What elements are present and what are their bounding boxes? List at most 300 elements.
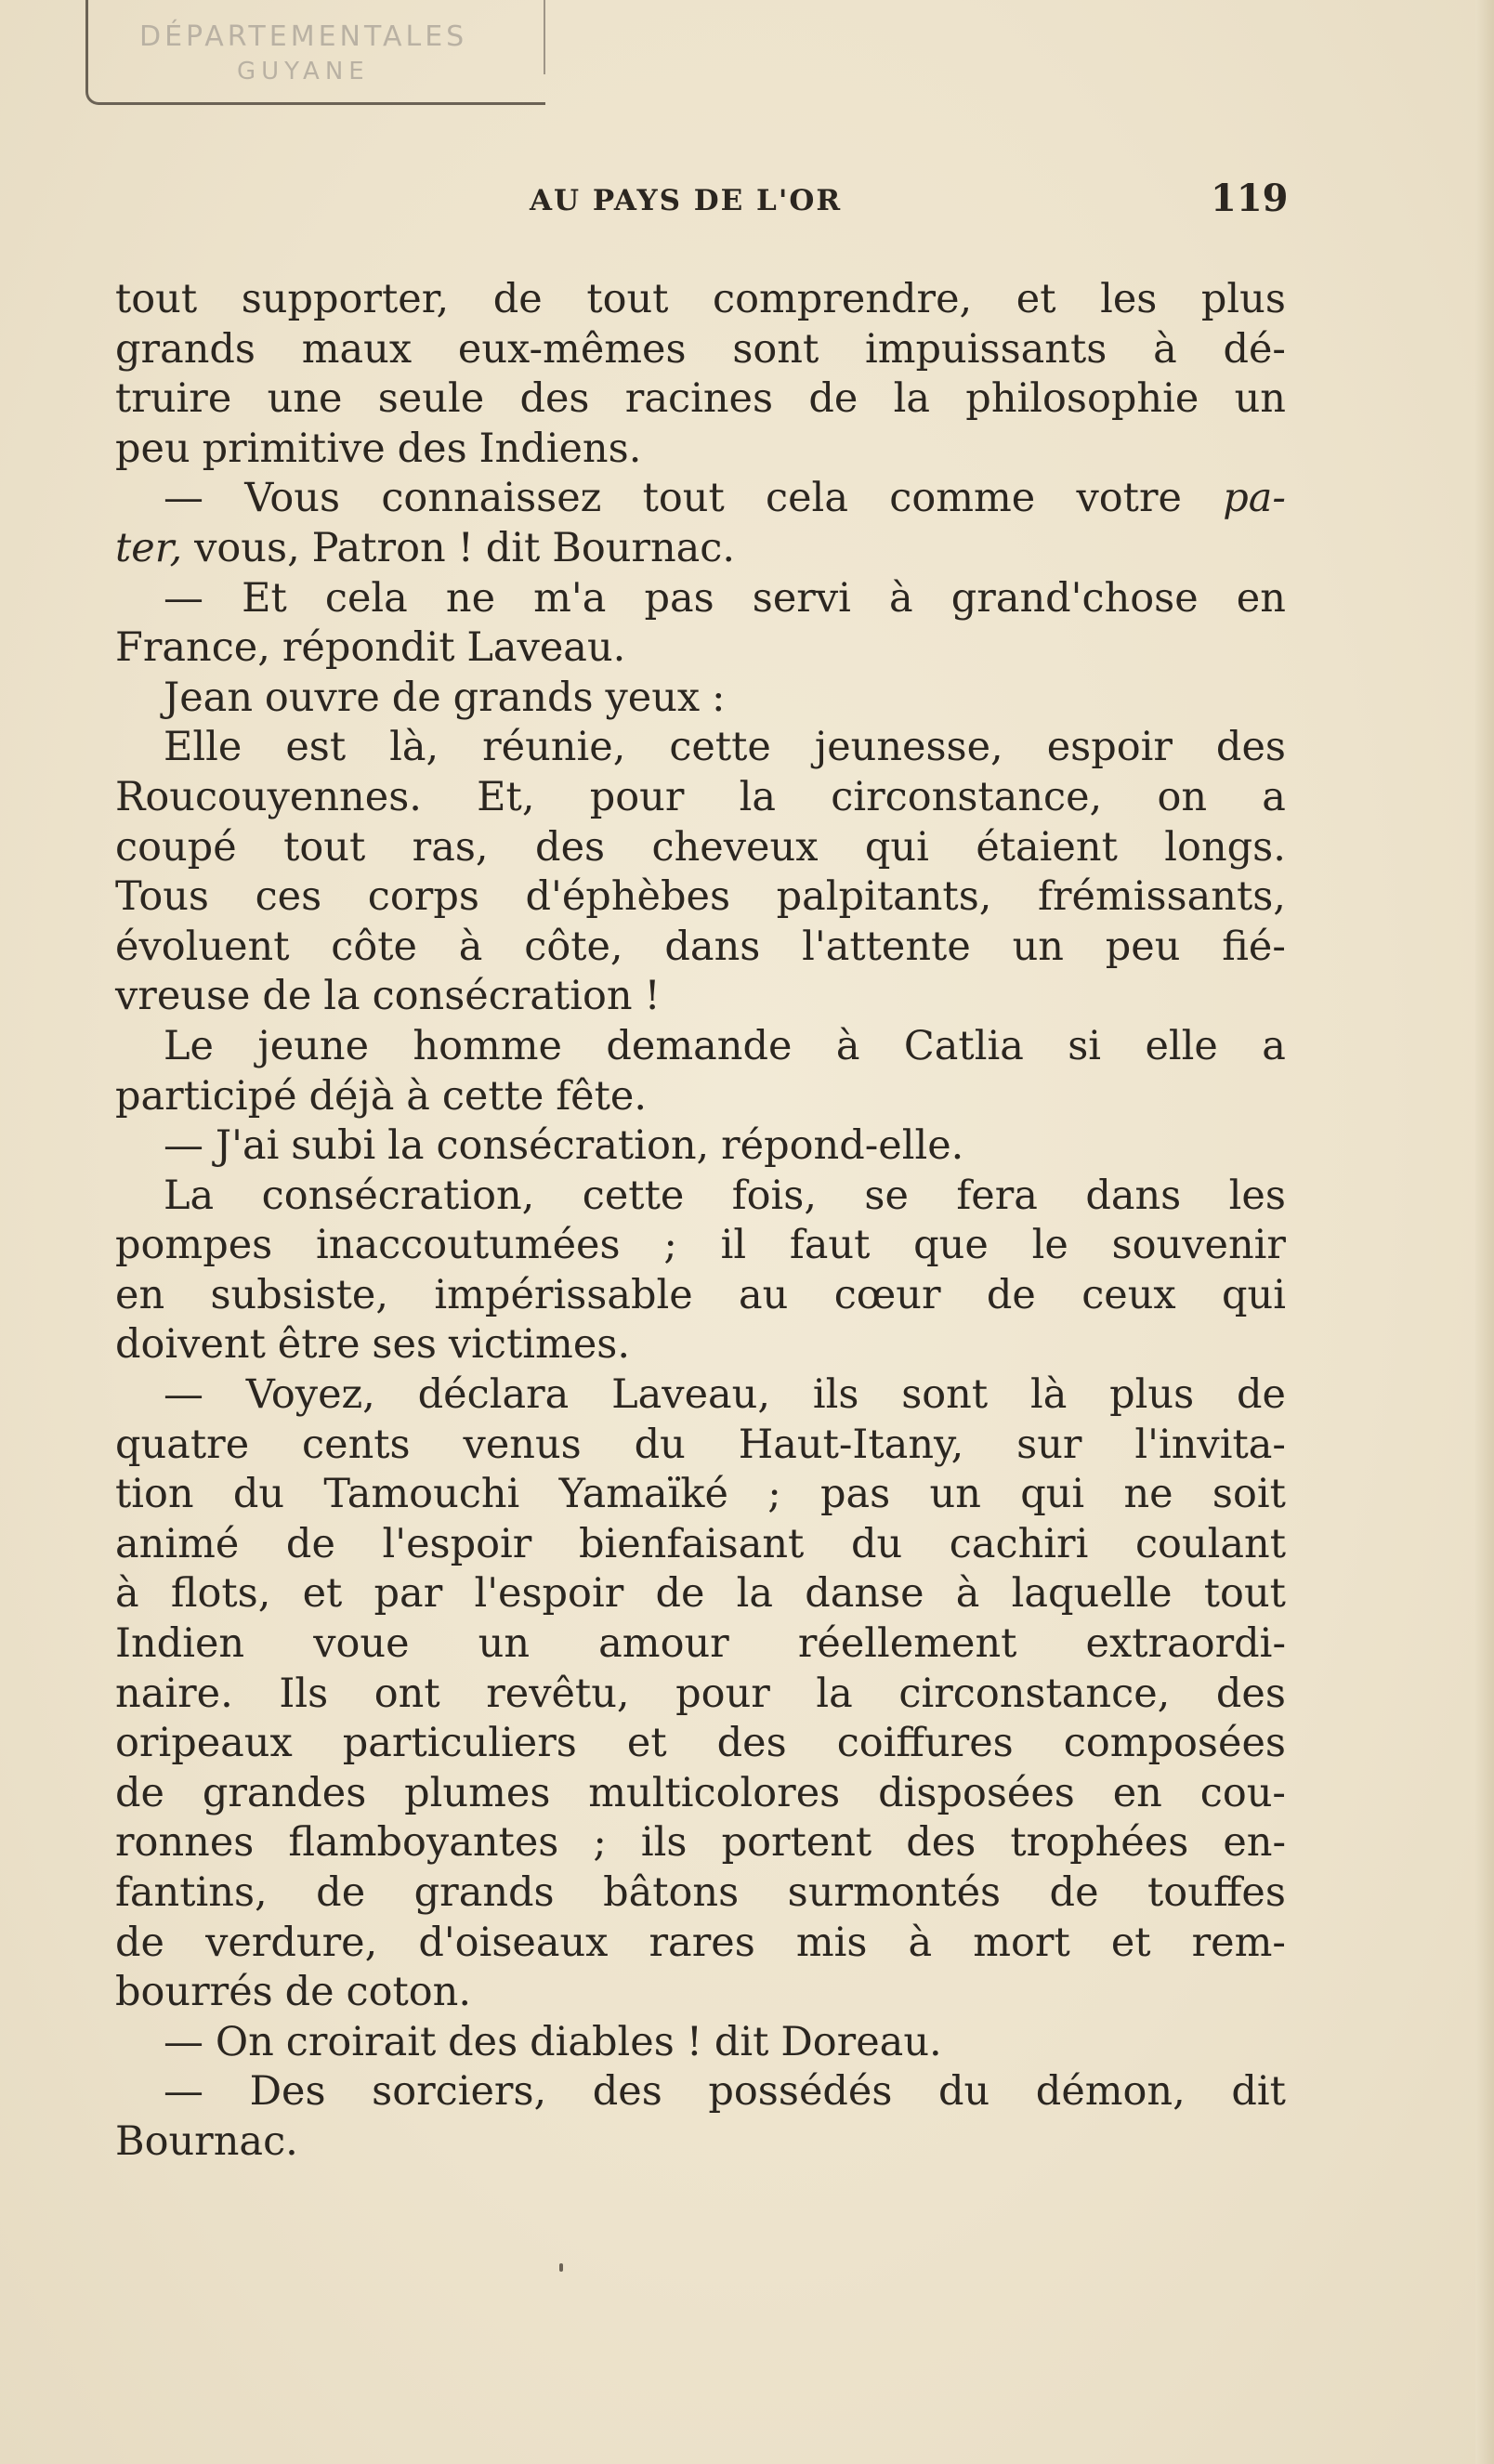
- running-title: AU PAYS DE L'OR: [530, 184, 843, 217]
- word: sont: [901, 1371, 989, 1419]
- word: de: [986, 1271, 1036, 1318]
- word: tion: [115, 1471, 194, 1518]
- word: impuissants: [865, 325, 1107, 373]
- word: tout: [642, 475, 725, 522]
- text-line: [115, 574, 1286, 624]
- text-line: [115, 325, 1286, 375]
- text-line: [115, 1670, 1286, 1720]
- word: pour: [589, 773, 685, 820]
- text-line: [115, 972, 1286, 1022]
- text-line: [115, 1769, 1286, 1819]
- word: France,: [115, 624, 270, 672]
- body-text: [115, 275, 1286, 2168]
- text-line: [115, 1072, 1286, 1122]
- word: ont: [374, 1670, 440, 1717]
- word: en: [1112, 1769, 1162, 1816]
- word: particuliers: [342, 1720, 577, 1767]
- word: Indien: [115, 1620, 245, 1668]
- word: ;: [767, 1471, 781, 1518]
- word: voue: [313, 1620, 410, 1668]
- word: verdure,: [205, 1919, 378, 1966]
- word: dé-: [1223, 325, 1286, 373]
- word: coton.: [346, 1969, 472, 2016]
- word: Yamaïké: [558, 1471, 728, 1518]
- word: l'attente: [802, 923, 971, 970]
- word: que: [913, 1222, 989, 1269]
- word: elle: [1145, 1022, 1218, 1069]
- word: des: [1215, 724, 1286, 771]
- word: répondit: [282, 624, 455, 672]
- word: des: [519, 375, 590, 423]
- text-line: [115, 1719, 1286, 1769]
- word: pa-: [1223, 475, 1286, 522]
- word: palpitants,: [776, 873, 992, 921]
- word: venus: [463, 1421, 582, 1468]
- word: à: [458, 923, 483, 970]
- word: Laveau,: [611, 1371, 771, 1419]
- word: au: [739, 1271, 789, 1318]
- word: de: [655, 1570, 705, 1618]
- word: cela: [766, 475, 848, 522]
- word: Indiens.: [478, 425, 642, 472]
- text-line: [115, 374, 1286, 425]
- word: fié-: [1222, 923, 1286, 970]
- word: et: [626, 1720, 667, 1767]
- word: tout: [115, 276, 198, 322]
- word: grands: [413, 1869, 555, 1916]
- word: grand'chose: [950, 574, 1199, 622]
- word: frémissants,: [1038, 873, 1286, 921]
- word: de: [115, 1769, 164, 1816]
- word: et: [1016, 276, 1056, 322]
- word: laquelle: [1011, 1570, 1173, 1618]
- word: de: [1236, 1371, 1286, 1419]
- word: grands: [452, 674, 594, 721]
- word: pas: [644, 574, 714, 622]
- word: la: [736, 1570, 773, 1618]
- word: sont: [732, 325, 819, 373]
- word: de: [285, 1520, 335, 1567]
- word: Ils: [279, 1670, 329, 1717]
- text-line: [115, 773, 1286, 823]
- word: déjà: [308, 1072, 395, 1120]
- word: a: [1262, 1022, 1286, 1069]
- text-line: [115, 872, 1286, 923]
- word: ses: [372, 1321, 437, 1369]
- text-line: [115, 1520, 1286, 1570]
- word: d'oiseaux: [418, 1919, 609, 1966]
- word: m'a: [533, 574, 607, 622]
- word: cœur: [833, 1271, 941, 1318]
- word: flamboyantes: [288, 1819, 559, 1867]
- word: en: [1236, 574, 1286, 622]
- word: faut: [789, 1222, 871, 1269]
- word: supporter,: [241, 276, 450, 322]
- word: la: [323, 973, 360, 1020]
- word: servi: [752, 574, 851, 622]
- text-line: [115, 1320, 1286, 1370]
- word: —: [164, 2018, 203, 2065]
- word: tout: [1203, 1570, 1286, 1618]
- word: demande: [606, 1022, 793, 1069]
- word: portent: [721, 1819, 872, 1867]
- word: Patron: [311, 524, 446, 571]
- text-line: [115, 425, 1286, 475]
- word: qui: [1222, 1271, 1286, 1318]
- word: à: [115, 1570, 139, 1618]
- word: consécration,: [436, 1122, 710, 1170]
- word: à: [889, 574, 913, 622]
- word: —: [164, 1371, 203, 1419]
- word: votre: [1076, 475, 1182, 522]
- word: qui: [1020, 1471, 1085, 1518]
- word: étaient: [976, 823, 1118, 871]
- word: cents: [302, 1421, 411, 1468]
- word: Le: [164, 1022, 215, 1069]
- text-line: [115, 1121, 1286, 1172]
- word: —: [164, 574, 203, 622]
- word: dit: [714, 2018, 769, 2065]
- word: participé: [115, 1072, 297, 1120]
- word: cou-: [1199, 1769, 1286, 1816]
- word: du: [232, 1471, 285, 1518]
- word: Roucouyennes.: [115, 773, 422, 820]
- word: consécration: [372, 973, 633, 1020]
- text-line: [115, 923, 1286, 973]
- word: de: [284, 1969, 334, 2016]
- text-line: [115, 623, 1286, 674]
- text-line: [115, 1919, 1286, 1969]
- text-line: [115, 1619, 1286, 1670]
- word: Et: [242, 574, 287, 622]
- word: pompes: [115, 1222, 273, 1269]
- word: mort: [973, 1919, 1070, 1966]
- word: fois,: [731, 1172, 818, 1219]
- word: côte,: [524, 923, 623, 970]
- word: dit: [485, 524, 541, 571]
- word: rem-: [1191, 1919, 1286, 1966]
- word: cette: [582, 1172, 685, 1219]
- word: du: [938, 2068, 990, 2116]
- word: tout: [586, 276, 669, 322]
- word: une: [267, 375, 343, 423]
- word: fantins,: [115, 1869, 268, 1916]
- word: de: [1049, 1869, 1099, 1916]
- word: vreuse: [115, 973, 251, 1020]
- text-line: [115, 823, 1286, 873]
- word: !: [686, 2018, 702, 2065]
- word: yeux: [605, 674, 701, 721]
- word: peu: [1105, 923, 1181, 970]
- word: à: [835, 1022, 860, 1069]
- word: fera: [956, 1172, 1038, 1219]
- word: Elle: [164, 724, 242, 771]
- word: ne: [1123, 1471, 1173, 1518]
- word: cheveux: [651, 823, 819, 871]
- word: à: [908, 1919, 933, 1966]
- word: un: [929, 1471, 981, 1518]
- word: en-: [1223, 1819, 1286, 1867]
- word: subi: [291, 1122, 376, 1170]
- word: cette: [441, 1072, 544, 1120]
- text-line: [115, 2018, 1286, 2068]
- word: Tous: [115, 873, 209, 921]
- word: on: [1157, 773, 1208, 820]
- word: la: [893, 375, 930, 423]
- text-line: [115, 474, 1286, 524]
- word: dans: [1085, 1172, 1182, 1219]
- word: des: [1215, 1670, 1286, 1717]
- word: plus: [1200, 276, 1286, 322]
- word: là,: [389, 724, 439, 771]
- word: l'invita-: [1134, 1421, 1286, 1468]
- text-line: [115, 1868, 1286, 1919]
- text-line: [115, 275, 1286, 325]
- word: de: [808, 375, 858, 423]
- word: philosophie: [965, 375, 1199, 423]
- word: disposées: [878, 1769, 1075, 1816]
- word: espoir: [1046, 724, 1173, 771]
- text-line: [115, 1968, 1286, 2018]
- word: évoluent: [115, 923, 290, 970]
- word: ces: [255, 873, 322, 921]
- word: sorciers,: [372, 2068, 547, 2116]
- word: des: [397, 425, 467, 472]
- word: Vous: [244, 475, 341, 522]
- word: réellement: [797, 1620, 1017, 1668]
- word: Jean: [164, 674, 254, 721]
- word: cela: [324, 574, 408, 622]
- word: Doreau.: [780, 2018, 942, 2065]
- word: primitive: [202, 425, 386, 472]
- word: comprendre,: [713, 276, 973, 322]
- word: possédés: [708, 2068, 893, 2116]
- word: les: [1228, 1172, 1286, 1219]
- word: jeune: [257, 1022, 370, 1069]
- word: consécration,: [261, 1172, 535, 1219]
- word: diables: [530, 2018, 675, 2065]
- word: bourrés: [115, 1969, 273, 2016]
- word: est: [285, 724, 347, 771]
- word: longs.: [1164, 823, 1286, 871]
- word: La: [164, 1172, 215, 1219]
- word: truire: [115, 375, 232, 423]
- word: —: [164, 2068, 203, 2116]
- word: d'éphèbes: [525, 873, 731, 921]
- word: l'espoir: [382, 1520, 532, 1567]
- text-line: [115, 1022, 1286, 1072]
- word: ras,: [412, 823, 489, 871]
- text-line: [115, 2117, 1286, 2168]
- word: cachiri: [949, 1520, 1089, 1567]
- word: homme: [413, 1022, 562, 1069]
- text-line: [115, 1470, 1286, 1520]
- word: à: [955, 1570, 980, 1618]
- word: là: [1029, 1371, 1068, 1419]
- word: —: [164, 1122, 203, 1170]
- word: par: [374, 1570, 443, 1618]
- word: Bournac.: [115, 2117, 298, 2165]
- word: On: [215, 2018, 274, 2065]
- word: racines: [624, 375, 774, 423]
- word: être: [277, 1321, 360, 1369]
- word: trophées: [1010, 1819, 1189, 1867]
- word: et: [1110, 1919, 1151, 1966]
- word: du: [634, 1421, 686, 1468]
- text-line: [115, 1370, 1286, 1421]
- text-line: [115, 1221, 1286, 1271]
- word: de: [492, 276, 543, 322]
- word: ne: [445, 574, 496, 622]
- word: victimes.: [448, 1321, 631, 1369]
- word: !: [644, 973, 661, 1020]
- text-line: [115, 1172, 1286, 1222]
- word: sur: [1016, 1421, 1082, 1468]
- word: Catlia: [903, 1022, 1024, 1069]
- word: —: [164, 475, 203, 522]
- page-edge-shadow: [1475, 0, 1494, 2464]
- word: multicolores: [588, 1769, 841, 1816]
- word: Voyez,: [245, 1371, 375, 1419]
- word: Haut-Itany,: [738, 1421, 964, 1468]
- word: Bournac.: [552, 524, 736, 571]
- word: impérissable: [434, 1271, 693, 1318]
- word: de: [262, 973, 312, 1020]
- word: Tamouchi: [323, 1471, 520, 1518]
- word: réunie,: [482, 724, 626, 771]
- text-line: [115, 674, 1286, 724]
- word: Et,: [477, 773, 535, 820]
- word: des: [535, 823, 606, 871]
- word: déclara: [417, 1371, 570, 1419]
- word: danse: [805, 1570, 924, 1618]
- word: soit: [1212, 1471, 1286, 1518]
- word: Des: [249, 2068, 326, 2116]
- word: à: [1153, 325, 1177, 373]
- word: et: [302, 1570, 343, 1618]
- word: de: [316, 1869, 366, 1916]
- word: la: [816, 1670, 853, 1717]
- word: des: [716, 1720, 787, 1767]
- text-line: [115, 1569, 1286, 1619]
- word: maux: [301, 325, 413, 373]
- word: grandes: [202, 1769, 367, 1816]
- word: naire.: [115, 1670, 233, 1717]
- ink-speck: [559, 2263, 563, 2272]
- word: des: [906, 1819, 976, 1867]
- word: le: [1031, 1222, 1068, 1269]
- word: coupé: [115, 823, 237, 871]
- word: flots,: [170, 1570, 271, 1618]
- word: ;: [663, 1222, 677, 1269]
- word: souvenir: [1111, 1222, 1286, 1269]
- word: ils: [640, 1819, 688, 1867]
- word: un: [1234, 375, 1286, 423]
- word: composées: [1063, 1720, 1286, 1767]
- word: quatre: [115, 1421, 250, 1468]
- word: fête.: [556, 1072, 648, 1120]
- word: eux-mêmes: [457, 325, 687, 373]
- page-number: 119: [1211, 177, 1289, 220]
- word: connaissez: [381, 475, 602, 522]
- word: ronnes: [115, 1819, 255, 1867]
- word: circonstance,: [831, 773, 1103, 820]
- word: ;: [593, 1819, 607, 1867]
- word: vous,: [194, 524, 300, 571]
- text-line: [115, 1421, 1286, 1471]
- word: grands: [115, 325, 256, 373]
- word: côte: [331, 923, 417, 970]
- word: il: [720, 1222, 747, 1269]
- word: un: [478, 1620, 531, 1668]
- word: de: [115, 1919, 164, 1966]
- word: peu: [115, 425, 190, 472]
- word: des: [592, 2068, 662, 2116]
- word: oripeaux: [115, 1720, 293, 1767]
- word: J'ai: [215, 1122, 280, 1170]
- word: rares: [649, 1919, 755, 1966]
- word: plumes: [404, 1769, 551, 1816]
- word: la: [739, 773, 777, 820]
- word: doivent: [115, 1321, 266, 1369]
- word: ouvre: [264, 674, 380, 721]
- word: extraordi-: [1085, 1620, 1286, 1668]
- text-line: [115, 1271, 1286, 1321]
- word: circonstance,: [898, 1670, 1171, 1717]
- word: des: [448, 2018, 518, 2065]
- word: dit: [1231, 2068, 1286, 2116]
- word: coulant: [1134, 1520, 1286, 1567]
- word: de: [391, 674, 441, 721]
- word: dans: [664, 923, 761, 970]
- word: !: [457, 524, 474, 571]
- word: touffes: [1147, 1869, 1286, 1916]
- word: si: [1068, 1022, 1102, 1069]
- word: ter,: [115, 524, 183, 571]
- word: pour: [675, 1670, 770, 1717]
- word: les: [1100, 276, 1158, 322]
- word: tout: [283, 823, 366, 871]
- word: comme: [889, 475, 1036, 522]
- word: en: [115, 1271, 165, 1318]
- word: cette: [669, 724, 771, 771]
- text-line: [115, 1818, 1286, 1868]
- word: qui: [864, 823, 929, 871]
- library-stamp: [85, 0, 545, 105]
- text-line: [115, 524, 1286, 574]
- word: du: [850, 1520, 903, 1567]
- stamp-text-line-1: DÉPARTEMENTALES: [139, 20, 468, 53]
- word: se: [864, 1172, 909, 1219]
- word: a: [1262, 773, 1286, 820]
- word: bienfaisant: [578, 1520, 805, 1567]
- word: à: [406, 1072, 430, 1120]
- text-line: [115, 2067, 1286, 2117]
- word: coiffures: [836, 1720, 1014, 1767]
- stamp-border-right: [544, 0, 545, 74]
- text-line: [115, 723, 1286, 773]
- word: revêtu,: [486, 1670, 630, 1717]
- word: subsiste,: [210, 1271, 389, 1318]
- word: bâtons: [603, 1869, 740, 1916]
- word: :: [712, 674, 726, 721]
- word: ceux: [1081, 1271, 1176, 1318]
- word: démon,: [1035, 2068, 1186, 2116]
- word: inaccoutumées: [316, 1222, 621, 1269]
- word: un: [1012, 923, 1064, 970]
- word: Laveau.: [466, 624, 626, 672]
- stamp-text-line-2: GUYANE: [237, 58, 370, 85]
